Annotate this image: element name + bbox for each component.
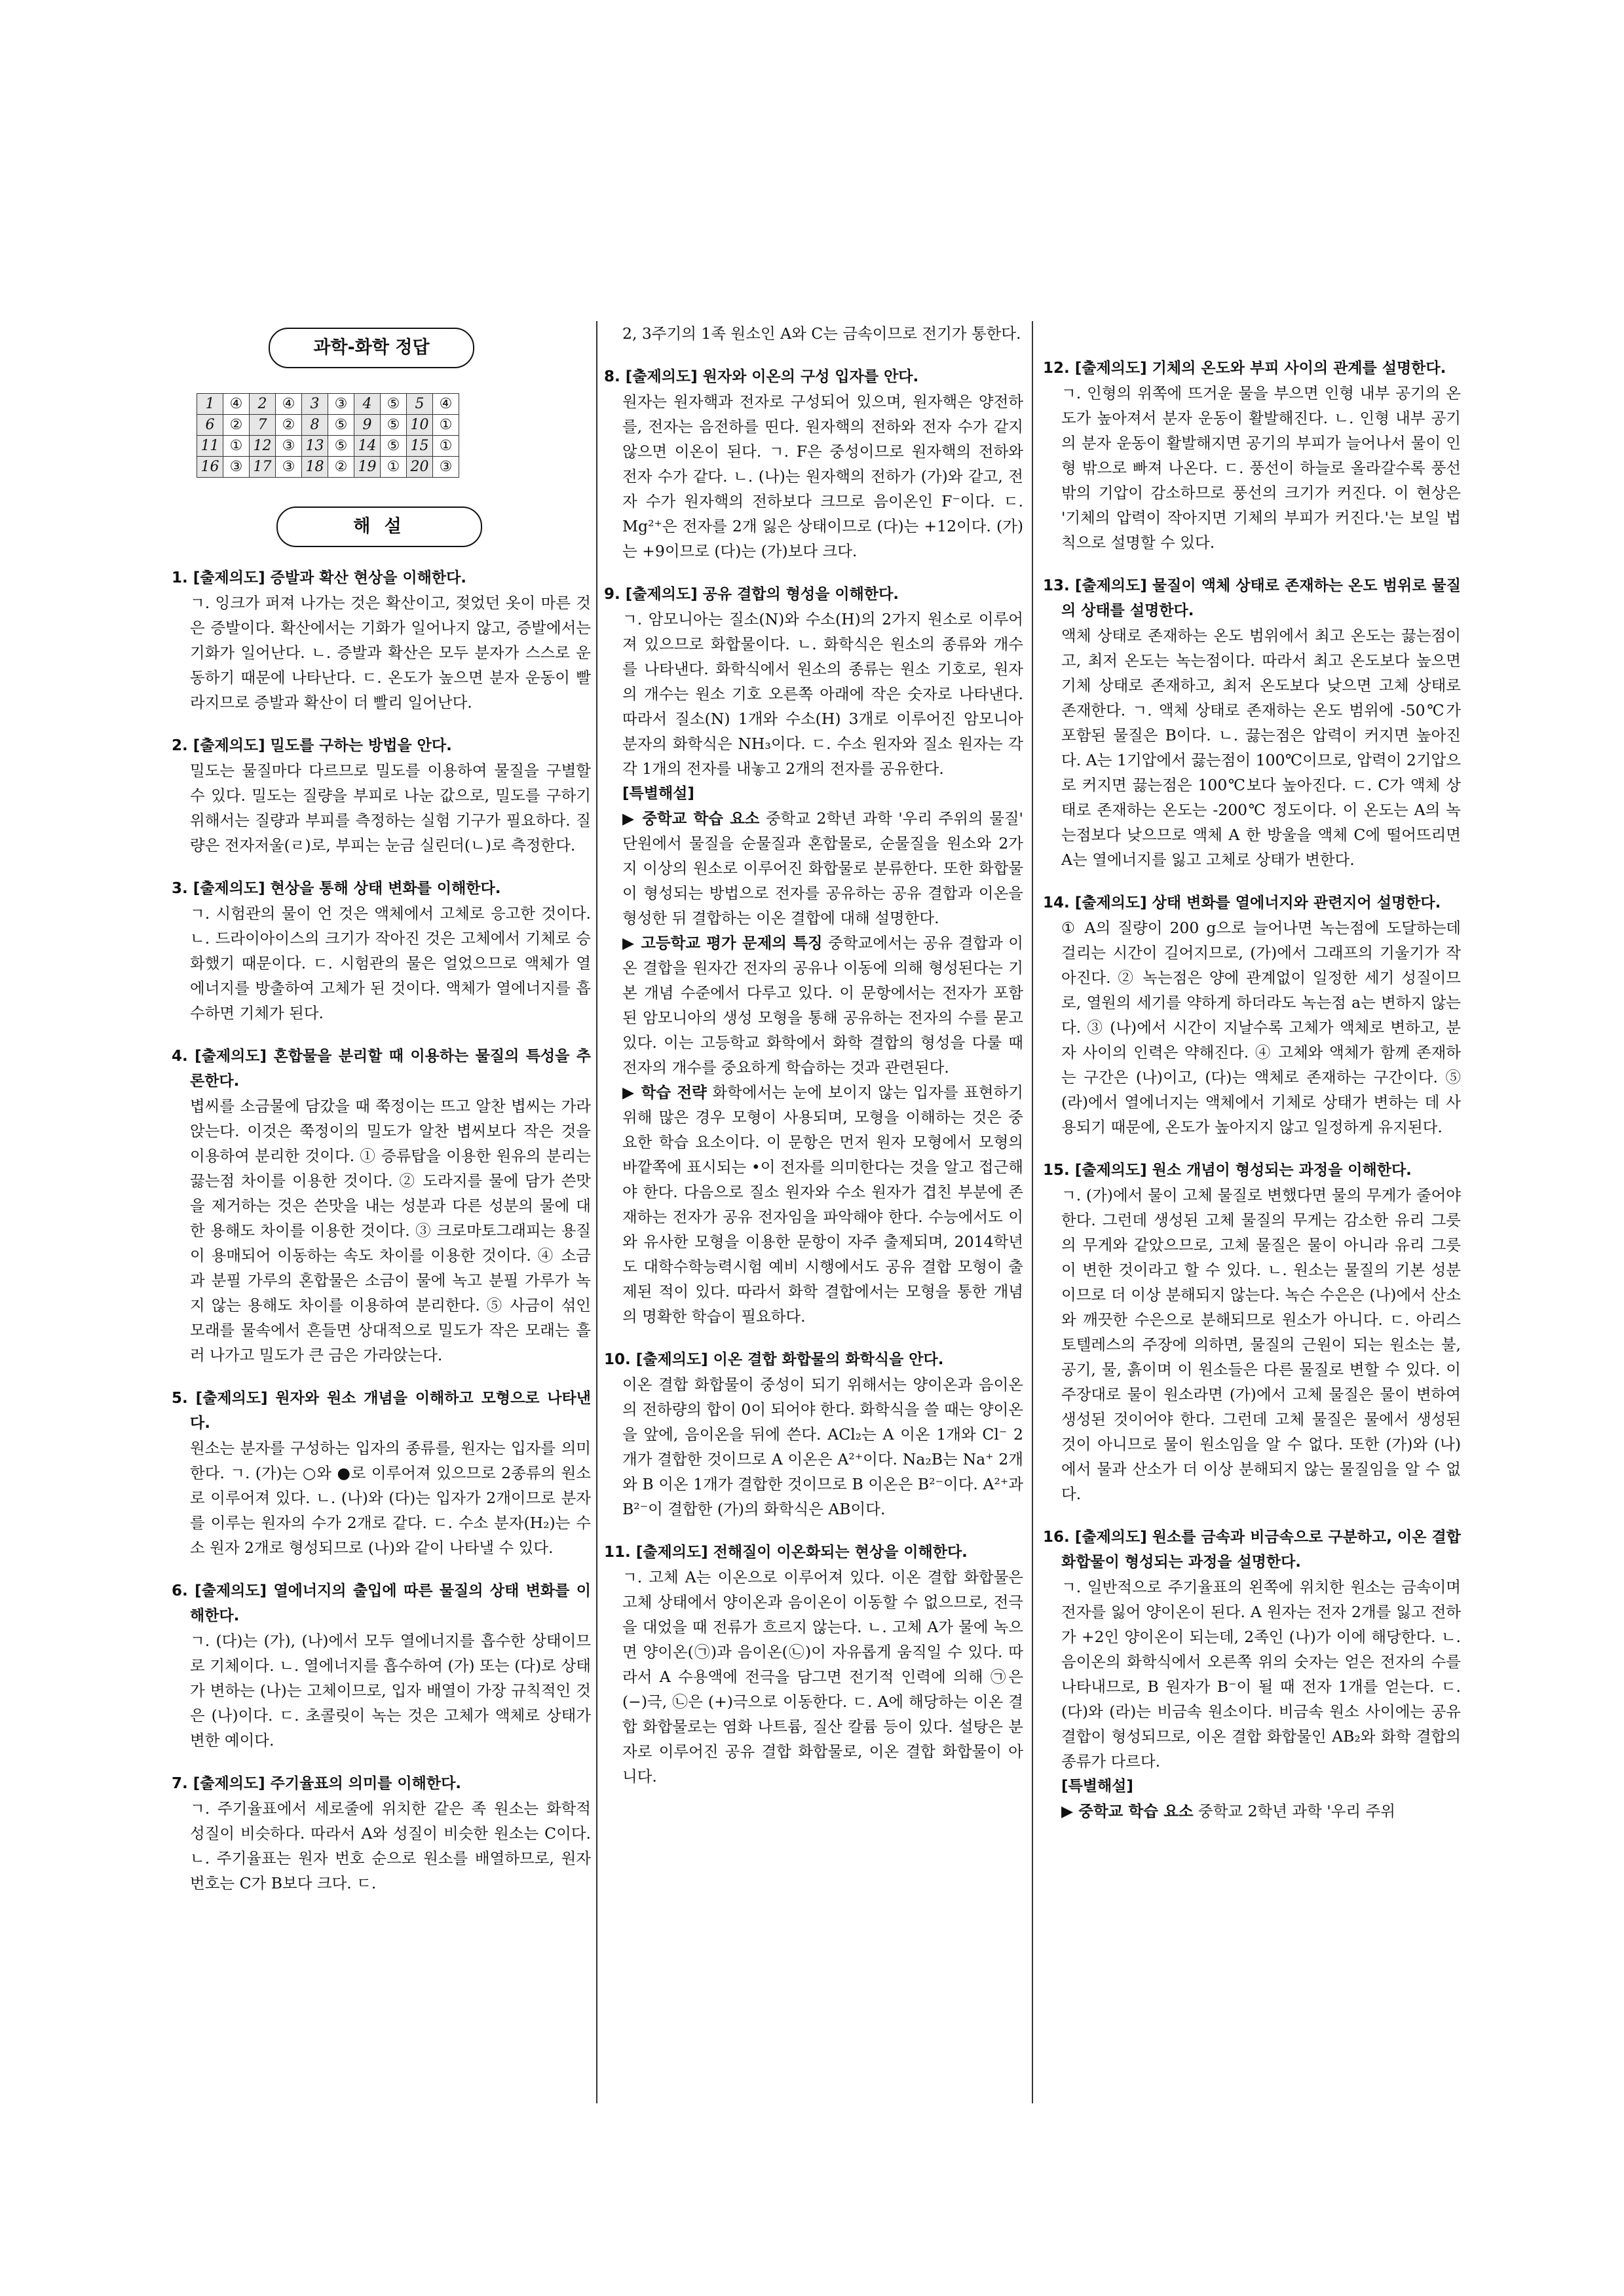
- answer-row: [197, 394, 459, 415]
- item-heading: 10. [출제의도] 이온 결합 화합물의 화학식을 안다.: [604, 1351, 944, 1368]
- col2-items: [604, 364, 1023, 781]
- item-body: ㄱ. 암모니아는 질소(N)와 수소(H)의 2가지 원소로 이루어져 있으므로 화합물이다. ㄴ. 화학식은 원소의 종류와 개수를 나타낸다. 화학식에서 원소의 종류는 원소 기호로, 원자의 개수는 원소 기호 오른쪽 아래에 작은 숫자로 나타낸다. 따라서 질소(N) 1개와 수소(H) 3개로 이루어진 암모니아 분자의 화학식은 NH₃이다. ㄷ. 수소 원자와 질소 원자는 각각 1개의 전자를 내놓고 2개의 전자를 공유한다.: [622, 610, 1023, 778]
- explanation-item: [1043, 1525, 1461, 1774]
- question-number: 17: [250, 457, 276, 478]
- item-body: 원자는 원자핵과 전자로 구성되어 있으며, 원자핵은 양전하를, 전자는 음전하를 띤다. 원자핵의 전하와 전자 수가 같지 않으면 이온이 된다. ㄱ. F은 중성이므로 원자핵의 전하와 전자 수가 같다. ㄴ. (나)는 원자핵의 전하가 (가)와 같고, 전자 수가 원자핵의 전하보다 크므로 음이온인 F⁻이다. ㄷ. Mg²⁺은 전자를 2개 잃은 상태이므로 (다)는 +12이다. (가)는 +9이므로 (다)는 (가)보다 크다.: [622, 392, 1023, 560]
- question-number: 4: [354, 394, 381, 415]
- explanation-item: [172, 565, 591, 715]
- special-notes: [604, 806, 1023, 1329]
- question-number: 15: [407, 436, 433, 457]
- explanation-item: [172, 1044, 591, 1368]
- answer-choice: ②: [223, 415, 250, 436]
- question-number: 8: [302, 415, 328, 436]
- item-heading: 14. [출제의도] 상태 변화를 열에너지와 관련지어 설명한다.: [1043, 894, 1441, 911]
- special-text: 중학교 2학년 과학 '우리 주위: [1193, 1802, 1396, 1820]
- item-body: ㄱ. 주기율표에서 세로줄에 위치한 같은 족 원소는 화학적 성질이 비슷하다. 따라서 A와 성질이 비슷한 원소는 C이다. ㄴ. 주기율표는 원자 번호 순으로 원소를 배열하므로, 원자 번호는 C가 B보다 크다. ㄷ.: [190, 1799, 591, 1892]
- explanation-title: 해 설: [276, 507, 482, 547]
- question-number: 18: [302, 457, 328, 478]
- answer-choice: ⑤: [328, 415, 354, 436]
- item-body: 액체 상태로 존재하는 온도 범위에서 최고 온도는 끓는점이고, 최저 온도는 녹는점이다. 따라서 최고 온도보다 높으면 기체 상태로 존재하고, 최저 온도보다 낮으면 고체 상태로 존재한다. ㄱ. 액체 상태로 존재하는 온도 범위에 -50℃가 포함된 물질은 B이다. ㄴ. 끓는점은 압력이 커지면 높아진다. A는 1기압에서 끓는점이 100℃이므로, 압력이 2기압으로 커지면 끓는점은 100℃보다 높아진다. ㄷ. C가 액체 상태로 존재하는 온도는 -200℃ 정도이다. 이 온도는 A의 녹는점보다 낮으므로 액체 A 한 방울을 액체 C에 떨어뜨리면 A는 열에너지를 잃고 고체로 상태가 변한다.: [1061, 626, 1461, 869]
- answer-choice: ①: [223, 436, 250, 457]
- continued-text: 2, 3주기의 1족 원소인 A와 C는 금속이므로 전기가 통한다.: [622, 324, 1021, 343]
- question-number: 11: [197, 436, 223, 457]
- column-divider-right: [1032, 321, 1033, 2103]
- item-heading: 15. [출제의도] 원소 개념이 형성되는 과정을 이해한다.: [1043, 1162, 1412, 1179]
- item-heading: 6. [출제의도] 열에너지의 출입에 따른 물질의 상태 변화를 이해한다.: [172, 1582, 591, 1624]
- item-body: ㄱ. 일반적으로 주기율표의 왼쪽에 위치한 원소는 금속이며 전자를 잃어 양이온이 된다. A 원자는 전자 2개를 잃고 전하가 +2인 양이온이 되는데, 2족인 (나)가 이에 해당한다. ㄴ. 음이온의 화학식에서 오른쪽 위의 숫자는 얻은 전자의 수를 나타내므로, B 원자가 B⁻이 될 때 전자 1개를 얻는다. ㄷ. (다)와 (라)는 비금속 원소이다. 비금속 원소 사이에는 공유 결합이 형성되므로, 이온 결합 화합물인 AB₂와 화학 결합의 종류가 다르다.: [1061, 1578, 1461, 1770]
- item-body: ㄱ. 고체 A는 이온으로 이루어져 있다. 이온 결합 화합물은 고체 상태에서 양이온과 음이온이 이동할 수 없으므로, 전극을 대었을 때 전류가 흐르지 않는다. ㄴ. 고체 A가 물에 녹으면 양이온(㉠)과 음이온(㉡)이 자유롭게 움직일 수 있다. 따라서 A 수용액에 전극을 담그면 전기적 인력에 의해 ㉠은 (−)극, ㉡은 (+)극으로 이동한다. ㄷ. A에 해당하는 이온 결합 화합물로는 염화 나트륨, 질산 칼륨 등이 있다. 설탕은 분자로 이루어진 공유 결합 화합물로, 이온 결합 화합물이 아니다.: [622, 1568, 1023, 1786]
- item-heading: 9. [출제의도] 공유 결합의 형성을 이해한다.: [604, 586, 899, 603]
- explanation-item: [604, 582, 1023, 781]
- answer-choice: ③: [328, 394, 354, 415]
- question-number: 1: [197, 394, 223, 415]
- special-text: 중학교에서는 공유 결합과 이온 결합을 원자간 전자의 공유나 이동에 의해 형성된다는 기본 개념 수준에서 다루고 있다. 이 문항에서는 전자가 포함된 암모니아의 생성 모형을 통해 공유하는 전자의 수를 묻고 있다. 이는 고등학교 화학에서 화학 결합의 형성을 다룰 때 전자의 개수를 중요하게 학습하는 것과 관련된다.: [622, 934, 1023, 1077]
- question-number: 14: [354, 436, 381, 457]
- explanation-item: [604, 1347, 1023, 1521]
- question-number: 3: [302, 394, 328, 415]
- explanation-item: [1043, 573, 1461, 872]
- item-heading: 2. [출제의도] 밀도를 구하는 방법을 안다.: [172, 737, 452, 754]
- special-note: [1043, 1799, 1461, 1824]
- answer-table: [197, 393, 459, 478]
- item-body: ㄱ. 시험관의 물이 언 것은 액체에서 고체로 응고한 것이다. ㄴ. 드라이아이스의 크기가 작아진 것은 고체에서 기체로 승화했기 때문이다. ㄷ. 시험관의 물은 얼었으므로 액체가 열에너지를 방출하여 고체가 된 것이다. 액체가 열에너지를 흡수하면 기체가 된다.: [190, 904, 591, 1022]
- col1-items: [172, 565, 591, 1896]
- question-number: 5: [407, 394, 433, 415]
- answer-choice: ④: [223, 394, 250, 415]
- explanation-item: [172, 1386, 591, 1560]
- item-heading: 7. [출제의도] 주기율표의 의미를 이해한다.: [172, 1775, 462, 1792]
- column-2: [604, 321, 1023, 1789]
- explanation-item: [172, 876, 591, 1025]
- item-body: ㄱ. (다)는 (가), (나)에서 모두 열에너지를 흡수한 상태이므로 기체이다. ㄴ. 열에너지를 흡수하여 (가) 또는 (다)로 상태가 변하는 (나)는 고체이므로, 입자 배열이 가장 규칙적인 것은 (나)이다. ㄷ. 초콜릿이 녹는 것은 고체가 액체로 상태가 변한 예이다.: [190, 1632, 591, 1750]
- explanation-item: [172, 1771, 591, 1896]
- answer-choice: ⑤: [381, 394, 407, 415]
- explanation-item: [1043, 1158, 1461, 1506]
- question-number: 12: [250, 436, 276, 457]
- col2-items-2: [604, 1347, 1023, 1789]
- item-heading: 5. [출제의도] 원자와 원소 개념을 이해하고 모형으로 나타낸다.: [172, 1390, 591, 1432]
- answer-row: [197, 415, 459, 436]
- question-number: 9: [354, 415, 381, 436]
- special-label: ▶ 학습 전략: [622, 1083, 707, 1101]
- special-text: 중학교 2학년 과학 '우리 주위의 물질' 단원에서 물질을 순물질과 혼합물로, 순물질을 원소와 2가지 이상의 원소로 이루어진 화합물로 분류한다. 또한 화합물이 형성되는 방법으로 전자를 공유하는 공유 결합과 이온을 형성한 뒤 결합하는 이온 결합에 대해 설명한다.: [622, 809, 1023, 927]
- answer-choice: ⑤: [381, 436, 407, 457]
- item-body: 이온 결합 화합물이 중성이 되기 위해서는 양이온과 음이온의 전하량의 합이 0이 되어야 한다. 화학식을 쓸 때는 양이온을 앞에, 음이온을 뒤에 쓴다. ACl₂는 A 이온 1개와 Cl⁻ 2개가 결합한 것이므로 A 이온은 A²⁺이다. Na₂B는 Na⁺ 2개와 B 이온 1개가 결합한 것이므로 B 이온은 B²⁻이다. A²⁺과 B²⁻이 결합한 (가)의 화학식은 AB이다.: [622, 1375, 1023, 1518]
- explanation-item: [604, 1540, 1023, 1789]
- explanation-item: [1043, 890, 1461, 1139]
- explanation-item: [172, 733, 591, 858]
- col3-items: [1043, 356, 1461, 1774]
- item-body: ① A의 질량이 200 g으로 늘어나면 녹는점에 도달하는데 걸리는 시간이 길어지므로, (가)에서 그래프의 기울기가 작아진다. ② 녹는점은 양에 관계없이 일정한 세기 성질이므로, 열원의 세기를 약하게 하더라도 녹는점 a는 변하지 않는다. ③ (나)에서 시간이 지날수록 고체가 액체로 변하고, 분자 사이의 인력은 약해진다. ④ 고체와 액체가 함께 존재하는 구간은 (나)이고, (다)는 액체로 존재하는 구간이다. ⑤ (라)에서 열에너지는 액체에서 기체로 상태가 변하는 데 사용되기 때문에, 온도가 높아지지 않고 일정하게 유지된다.: [1061, 919, 1461, 1136]
- explanation-item: [1043, 356, 1461, 555]
- special-note: [604, 1080, 1023, 1329]
- question-number: 2: [250, 394, 276, 415]
- item-body: ㄱ. 잉크가 퍼져 나가는 것은 확산이고, 젖었던 옷이 마른 것은 증발이다. 확산에서는 기화가 일어나지 않고, 증발에서는 기화가 일어난다. ㄴ. 증발과 확산은 모두 분자가 스스로 운동하기 때문에 나타난다. ㄷ. 온도가 높으면 분자 운동이 빨라지므로 증발과 확산이 더 빨리 일어난다.: [190, 594, 591, 712]
- answer-row: [197, 436, 459, 457]
- answer-choice: ①: [433, 436, 459, 457]
- special-label: ▶ 중학교 학습 요소: [1061, 1802, 1194, 1820]
- question-number: 13: [302, 436, 328, 457]
- special-heading-2: [특별해설]: [1061, 1778, 1133, 1795]
- special-label: ▶ 고등학교 평가 문제의 특징: [622, 934, 823, 952]
- answer-title: 과학-화학 정답: [269, 328, 474, 368]
- item-heading: 13. [출제의도] 물질이 액체 상태로 존재하는 온도 범위로 물질의 상태를 설명한다.: [1043, 577, 1461, 619]
- special-note: [604, 806, 1023, 930]
- question-number: 6: [197, 415, 223, 436]
- explanation-item: [604, 364, 1023, 564]
- item-body: 볍씨를 소금물에 담갔을 때 쭉정이는 뜨고 알찬 볍씨는 가라앉는다. 이것은 쭉정이의 밀도가 알찬 볍씨보다 작은 것을 이용하여 분리한 것이다. ① 증류탑을 이용한 원유의 분리는 끓는점 차이를 이용한 것이다. ② 도라지를 물에 담가 쓴맛을 제거하는 것은 쓴맛을 내는 성분과 다른 성분의 물에 대한 용해도 차이를 이용한 것이다. ③ 크로마토그래피는 용질이 용매되어 이동하는 속도 차이를 이용한 것이다. ④ 소금과 분필 가루의 혼합물은 소금이 물에 녹고 분필 가루가 녹지 않는 용해도 차이를 이용하여 분리한다. ⑤ 사금이 섞인 모래를 물속에서 흔들면 상대적으로 밀도가 작은 모래는 흘러 나가고 밀도가 큰 금은 가라앉는다.: [190, 1097, 591, 1364]
- answer-choice: ③: [433, 457, 459, 478]
- special-text: 화학에서는 눈에 보이지 않는 입자를 표현하기 위해 많은 경우 모형이 사용되며, 모형을 이해하는 것은 중요한 학습 요소이다. 이 문항은 먼저 원자 모형에서 모형의 바깥쪽에 표시되는 •이 전자를 의미한다는 것을 알고 접근해야 한다. 다음으로 질소 원자와 수소 원자가 겹친 부분에 존재하는 전자가 공유 전자임을 파악해야 한다. 수능에서도 이와 유사한 모형을 이용한 문항이 자주 출제되며, 2014학년도 대학수학능력시험 예비 시행에서도 공유 결합 모형이 출제된 적이 있다. 따라서 화학 결합에서는 모형을 통한 개념의 명확한 학습이 필요하다.: [622, 1083, 1023, 1326]
- answer-choice: ⑤: [381, 415, 407, 436]
- question-number: 16: [197, 457, 223, 478]
- item-body: ㄱ. 인형의 위쪽에 뜨거운 물을 부으면 인형 내부 공기의 온도가 높아져서 분자 운동이 활발해진다. ㄴ. 인형 내부 공기의 분자 운동이 활발해지면 공기의 부피가 늘어나서 물이 인형 밖으로 빠져 나온다. ㄷ. 풍선이 하늘로 올라갈수록 풍선 밖의 기압이 감소하므로 풍선의 크기가 커진다. 이 현상은 '기체의 압력이 작아지면 기체의 부피가 커진다.'는 보일 법칙으로 설명할 수 있다.: [1061, 384, 1461, 552]
- special-note: [604, 930, 1023, 1080]
- item-heading: 11. [출제의도] 전해질이 이온화되는 현상을 이해한다.: [604, 1544, 968, 1561]
- answer-choice: ③: [276, 436, 302, 457]
- answer-choice: ⑤: [328, 436, 354, 457]
- question-number: 10: [407, 415, 433, 436]
- item-heading: 8. [출제의도] 원자와 이온의 구성 입자를 안다.: [604, 368, 919, 385]
- answer-choice: ③: [276, 457, 302, 478]
- answer-row: [197, 457, 459, 478]
- answer-choice: ③: [223, 457, 250, 478]
- answer-choice: ④: [433, 394, 459, 415]
- item-heading: 16. [출제의도] 원소를 금속과 비금속으로 구분하고, 이온 결합 화합물이 형성되는 과정을 설명한다.: [1043, 1529, 1461, 1571]
- question-number: 7: [250, 415, 276, 436]
- answer-choice: ①: [381, 457, 407, 478]
- answer-choice: ①: [433, 415, 459, 436]
- column-1: [172, 328, 591, 1896]
- special-label: ▶ 중학교 학습 요소: [622, 809, 760, 828]
- item-heading: 1. [출제의도] 증발과 확산 현상을 이해한다.: [172, 569, 467, 586]
- special-heading: [특별해설]: [622, 785, 694, 802]
- item-heading: 3. [출제의도] 현상을 통해 상태 변화를 이해한다.: [172, 880, 501, 897]
- item-heading: 12. [출제의도] 기체의 온도와 부피 사이의 관계를 설명한다.: [1043, 360, 1446, 377]
- item-heading: 4. [출제의도] 혼합물을 분리할 때 이용하는 물질의 특성을 추론한다.: [172, 1048, 591, 1090]
- explanation-item: [172, 1578, 591, 1753]
- answer-choice: ②: [276, 415, 302, 436]
- column-divider-left: [596, 321, 597, 2103]
- item-body: ㄱ. (가)에서 물이 고체 물질로 변했다면 물의 무게가 줄어야 한다. 그런데 생성된 고체 물질의 무게는 감소한 유리 그릇의 무게와 같았으므로, 고체 물질은 물이 아니라 유리 그릇이 변한 것이라고 할 수 있다. ㄴ. 원소는 물질의 기본 성분이므로 더 이상 분해되지 않는다. 녹슨 수은은 (나)에서 산소와 깨끗한 수은으로 분해되므로 원소가 아니다. ㄷ. 아리스토텔레스의 주장에 의하면, 물질의 근원이 되는 원소는 불, 공기, 물, 흙이며 이 원소들은 다른 물질로 변할 수 있다. 이 주장대로 물이 원소라면 (가)에서 고체 물질은 물이 변하여 생성된 것이어야 한다. 그런데 고체 물질은 물에서 생성된 것이 아니므로 물이 원소임을 알 수 없다. 또한 (가)와 (나)에서 물과 산소가 더 이상 분해되지 않는 물질임을 알 수 없다.: [1061, 1186, 1461, 1503]
- question-number: 19: [354, 457, 381, 478]
- answer-choice: ②: [328, 457, 354, 478]
- column-3: [1043, 337, 1461, 1824]
- item-body: 원소는 분자를 구성하는 입자의 종류를, 원자는 입자를 의미한다. ㄱ. (가)는 ○와 ●로 이루어져 있으므로 2종류의 원소로 이루어져 있다. ㄴ. (나)와 (다)는 입자가 2개이므로 분자를 이루는 원자의 수가 2개로 같다. ㄷ. 수소 분자(H₂)는 수소 원자 2개로 형성되므로 (나)와 같이 나타낼 수 있다.: [190, 1439, 591, 1557]
- item-body: 밀도는 물질마다 다르므로 밀도를 이용하여 물질을 구별할 수 있다. 밀도는 질량을 부피로 나눈 값으로, 밀도를 구하기 위해서는 질량과 부피를 측정하는 실험 기구가 필요하다. 질량은 전자저울(ㄹ)로, 부피는 눈금 실린더(ㄴ)로 측정한다.: [190, 761, 591, 854]
- answer-choice: ④: [276, 394, 302, 415]
- question-number: 20: [407, 457, 433, 478]
